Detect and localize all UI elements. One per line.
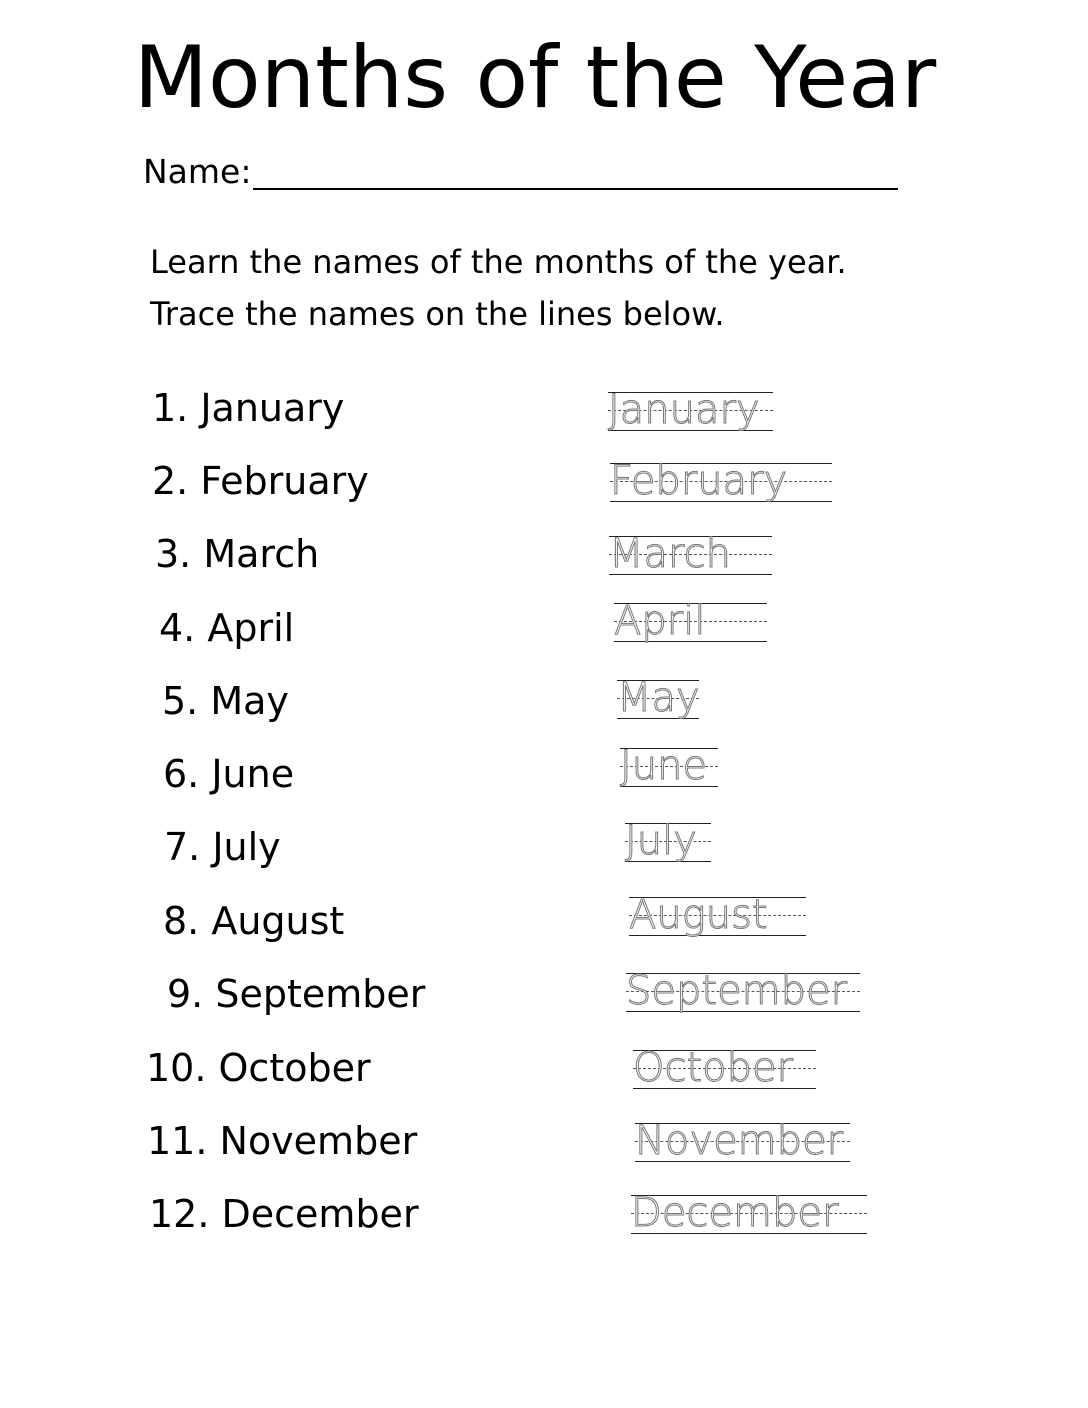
name-write-line <box>253 188 898 190</box>
trace-box-december <box>631 1190 867 1243</box>
month-label-september: 9. September <box>167 972 426 1016</box>
trace-box-february <box>610 458 832 511</box>
trace-box-october <box>633 1045 816 1098</box>
trace-word-july: July <box>625 818 697 864</box>
month-label-january: 1. January <box>152 386 345 430</box>
month-label-december: 12. December <box>149 1192 419 1236</box>
month-label-march: 3. March <box>155 532 320 576</box>
trace-word-november: November <box>635 1118 844 1164</box>
trace-box-june <box>620 743 718 796</box>
instruction-line-1: Learn the names of the months of the year. <box>150 243 847 281</box>
trace-word-december: December <box>631 1190 839 1236</box>
month-label-june: 6. June <box>163 752 295 796</box>
trace-box-november <box>635 1118 850 1171</box>
month-label-july: 7. July <box>164 825 281 869</box>
trace-word-march: March <box>609 531 731 577</box>
trace-box-may <box>617 675 700 728</box>
month-label-april: 4. April <box>159 606 295 650</box>
trace-word-may: May <box>617 675 700 721</box>
trace-word-september: September <box>626 968 848 1014</box>
name-field-row <box>143 150 903 194</box>
instruction-line-2: Trace the names on the lines below. <box>150 295 725 333</box>
trace-box-march <box>609 531 772 584</box>
month-label-november: 11. November <box>147 1119 418 1163</box>
month-label-october: 10. October <box>146 1046 371 1090</box>
trace-box-july <box>625 818 711 871</box>
name-label: Name: <box>143 152 252 191</box>
trace-word-august: August <box>629 892 768 938</box>
trace-word-january: January <box>608 387 760 433</box>
trace-word-june: June <box>620 743 708 789</box>
trace-box-september <box>626 968 860 1021</box>
trace-box-january <box>608 387 773 440</box>
page-title: Months of the Year <box>133 28 937 128</box>
month-label-may: 5. May <box>162 679 289 723</box>
trace-word-february: February <box>610 458 788 504</box>
trace-word-october: October <box>633 1045 794 1091</box>
trace-word-april: April <box>614 598 706 644</box>
month-label-august: 8. August <box>163 899 345 943</box>
trace-box-april <box>614 598 767 651</box>
trace-box-august <box>629 892 806 945</box>
month-label-february: 2. February <box>152 459 369 503</box>
